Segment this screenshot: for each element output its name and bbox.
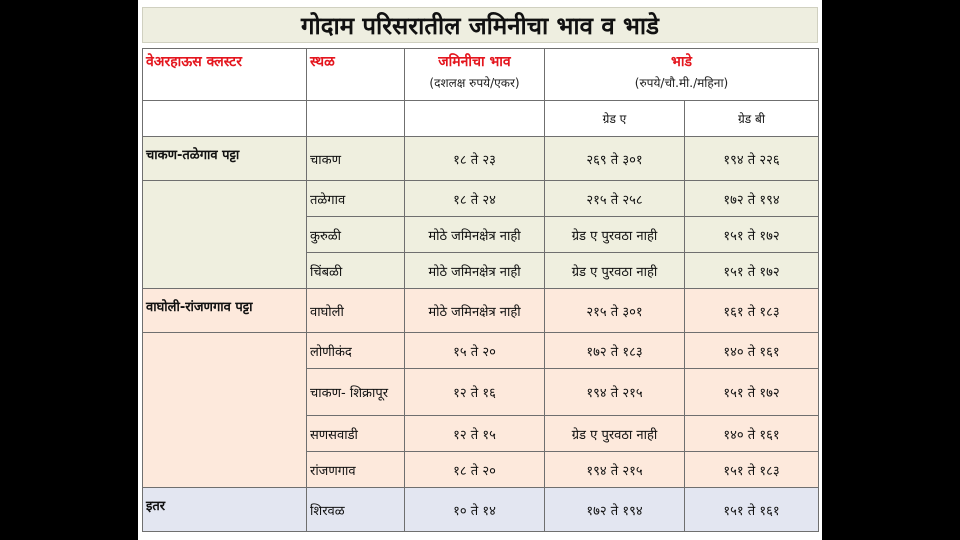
table-row [143, 137, 819, 181]
slide [138, 0, 822, 540]
grade-b-cell: १७२ ते १९४ [685, 181, 819, 217]
page-title: गोदाम परिसरातील जमिनीचा भाव व भाडे [142, 7, 818, 43]
grade-b-cell: १५१ ते १७२ [685, 369, 819, 416]
header-land-price-label: जमिनीचा भाव [438, 54, 511, 70]
land-price-cell: १२ ते १५ [405, 416, 545, 452]
subheader-row [143, 101, 819, 137]
header-place: स्थळ [307, 49, 405, 101]
place-cell: चाकण- शिक्रापूर [307, 369, 405, 416]
grade-a-cell: ग्रेड ए पुरवठा नाही [545, 217, 685, 253]
subheader-empty-land [405, 101, 545, 137]
cluster-label: वाघोली-रांजणगाव पट्टा [143, 289, 307, 333]
place-cell: चाकण [307, 137, 405, 181]
place-cell: लोणीकंद [307, 333, 405, 369]
place-cell: कुरुळी [307, 217, 405, 253]
grade-b-cell: १५१ ते १६१ [685, 488, 819, 532]
header-row [143, 49, 819, 101]
grade-a-cell: २६९ ते ३०१ [545, 137, 685, 181]
subheader-empty-cluster [143, 101, 307, 137]
grade-a-cell: १७२ ते १९४ [545, 488, 685, 532]
header-land-price [405, 49, 545, 101]
place-cell: चिंबळी [307, 253, 405, 289]
land-price-cell: १८ ते २४ [405, 181, 545, 217]
land-price-cell: १८ ते २० [405, 452, 545, 488]
header-rent-unit: (रुपये/चौ.मी./महिना) [634, 76, 729, 90]
price-rent-table [142, 48, 819, 532]
header-rent [545, 49, 819, 101]
header-grade-a: ग्रेड ए [545, 101, 685, 137]
land-price-cell: १८ ते २३ [405, 137, 545, 181]
table-row [143, 333, 819, 369]
place-cell: शिरवळ [307, 488, 405, 532]
place-cell: सणसवाडी [307, 416, 405, 452]
land-price-cell: मोठे जमिनक्षेत्र नाही [405, 217, 545, 253]
land-price-cell: १२ ते १६ [405, 369, 545, 416]
place-cell: रांजणगाव [307, 452, 405, 488]
land-price-cell: १० ते १४ [405, 488, 545, 532]
cluster-span-cell [143, 333, 307, 488]
cluster-span-cell [143, 181, 307, 289]
land-price-cell: मोठे जमिनक्षेत्र नाही [405, 253, 545, 289]
grade-b-cell: १४० ते १६१ [685, 416, 819, 452]
grade-a-cell: २१५ ते ३०१ [545, 289, 685, 333]
land-price-cell: १५ ते २० [405, 333, 545, 369]
grade-a-cell: ग्रेड ए पुरवठा नाही [545, 253, 685, 289]
grade-a-cell: १७२ ते १८३ [545, 333, 685, 369]
table-row [143, 289, 819, 333]
grade-b-cell: १९४ ते २२६ [685, 137, 819, 181]
header-cluster: वेअरहाऊस क्लस्टर [143, 49, 307, 101]
grade-a-cell: ग्रेड ए पुरवठा नाही [545, 416, 685, 452]
header-rent-label: भाडे [671, 54, 692, 70]
grade-a-cell: २१५ ते २५८ [545, 181, 685, 217]
header-grade-b: ग्रेड बी [685, 101, 819, 137]
cluster-label: इतर [143, 488, 307, 532]
place-cell: तळेगाव [307, 181, 405, 217]
place-cell: वाघोली [307, 289, 405, 333]
grade-b-cell: १५१ ते १८३ [685, 452, 819, 488]
header-land-price-unit: (दशलक्ष रुपये/एकर) [429, 76, 520, 90]
table-row [143, 181, 819, 217]
grade-b-cell: १६१ ते १८३ [685, 289, 819, 333]
cluster-label: चाकण-तळेगाव पट्टा [143, 137, 307, 181]
grade-a-cell: १९४ ते २१५ [545, 369, 685, 416]
table-row [143, 488, 819, 532]
grade-b-cell: १४० ते १६१ [685, 333, 819, 369]
grade-b-cell: १५१ ते १७२ [685, 217, 819, 253]
grade-a-cell: १९४ ते २१५ [545, 452, 685, 488]
land-price-cell: मोठे जमिनक्षेत्र नाही [405, 289, 545, 333]
subheader-empty-place [307, 101, 405, 137]
grade-b-cell: १५१ ते १७२ [685, 253, 819, 289]
